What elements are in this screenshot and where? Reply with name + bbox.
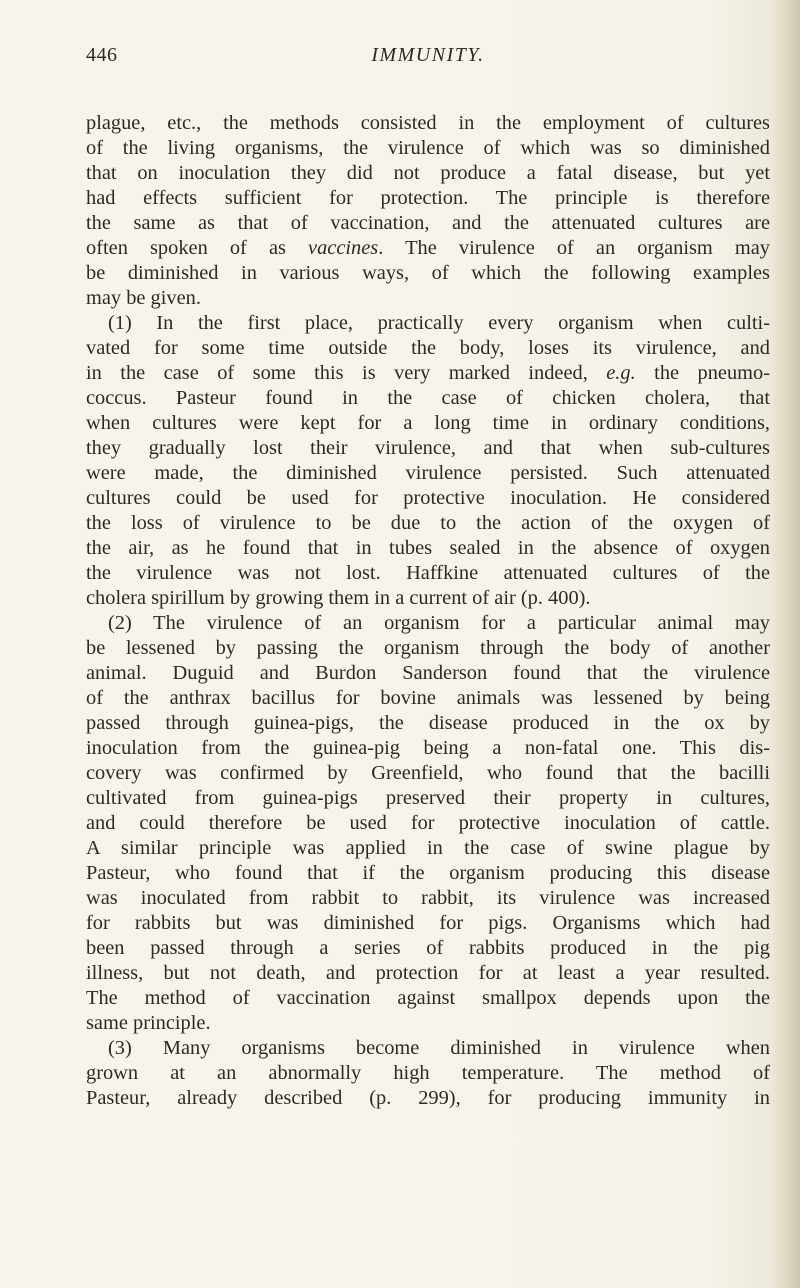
text-line: same principle.	[86, 1012, 211, 1034]
text-line: illness, but not death, and protection for at least a year resulted.	[86, 962, 770, 984]
text-line: the loss of virulence to be due to the action of the oxygen of	[86, 512, 770, 534]
text-line: Pasteur, already described (p. 299), for producing immunity in	[86, 1087, 770, 1109]
page-number: 446	[86, 44, 118, 66]
text-line: they gradually lost their virulence, and that when sub-cultures	[86, 437, 770, 459]
text-line: and could therefore be used for protective inoculation of cattle.	[86, 812, 770, 834]
text-line: vated for some time outside the body, loses its virulence, and	[86, 337, 770, 359]
text-line: of the anthrax bacillus for bovine animals was lessened by being	[86, 687, 770, 709]
page-header	[86, 44, 770, 78]
text-line: the virulence was not lost. Haffkine attenuated cultures of the	[86, 562, 770, 584]
running-head: IMMUNITY.	[371, 44, 485, 66]
text-line: plague, etc., the methods consisted in the employment of cultures	[86, 112, 770, 134]
text-line: A similar principle was applied in the case of swine plague by	[86, 837, 770, 859]
text-line: covery was confirmed by Greenfield, who found that the bacilli	[86, 762, 770, 784]
text-line: for rabbits but was diminished for pigs. Organisms which had	[86, 912, 770, 934]
text-line: cultures could be used for protective inoculation. He considered	[86, 487, 770, 509]
text-line: The method of vaccination against smallpox depends upon the	[86, 987, 770, 1009]
text-line: (2) The virulence of an organism for a particular animal may	[108, 612, 770, 634]
text-line: grown at an abnormally high temperature. The method of	[86, 1062, 770, 1084]
text-line: animal. Duguid and Burdon Sanderson found that the virulence	[86, 662, 770, 684]
text-line: cholera spirillum by growing them in a current of air (p. 400).	[86, 587, 591, 609]
text-line: cultivated from guinea-pigs preserved their property in cultures,	[86, 787, 770, 809]
text-line: had effects sufficient for protection. The principle is therefore	[86, 187, 770, 209]
text-line: inoculation from the guinea-pig being a non-fatal one. This dis-	[86, 737, 770, 759]
text-line: Pasteur, who found that if the organism producing this disease	[86, 862, 770, 884]
text-line: (1) In the first place, practically every organism when culti-	[108, 312, 770, 334]
text-line: the same as that of vaccination, and the attenuated cultures are	[86, 212, 770, 234]
text-line: passed through guinea-pigs, the disease produced in the ox by	[86, 712, 770, 734]
text-line: (3) Many organisms become diminished in virulence when	[108, 1037, 770, 1059]
text-line: been passed through a series of rabbits produced in the pig	[86, 937, 770, 959]
text-line: often spoken of as vaccines. The virulence of an organism may	[86, 237, 770, 259]
text-line: be diminished in various ways, of which the following examples	[86, 262, 770, 284]
body-text	[86, 111, 770, 1111]
text-line: may be given.	[86, 287, 201, 309]
text-line: were made, the diminished virulence persisted. Such attenuated	[86, 462, 770, 484]
page-edge-shadow	[772, 0, 800, 1288]
text-line: of the living organisms, the virulence of which was so diminished	[86, 137, 770, 159]
text-line: was inoculated from rabbit to rabbit, its virulence was increased	[86, 887, 770, 909]
text-line: be lessened by passing the organism through the body of another	[86, 637, 770, 659]
text-line: the air, as he found that in tubes sealed in the absence of oxygen	[86, 537, 770, 559]
text-line: when cultures were kept for a long time in ordinary conditions,	[86, 412, 770, 434]
text-line: coccus. Pasteur found in the case of chicken cholera, that	[86, 387, 770, 409]
text-line: that on inoculation they did not produce a fatal disease, but yet	[86, 162, 770, 184]
text-line: in the case of some this is very marked indeed, e.g. the pneumo-	[86, 362, 770, 384]
